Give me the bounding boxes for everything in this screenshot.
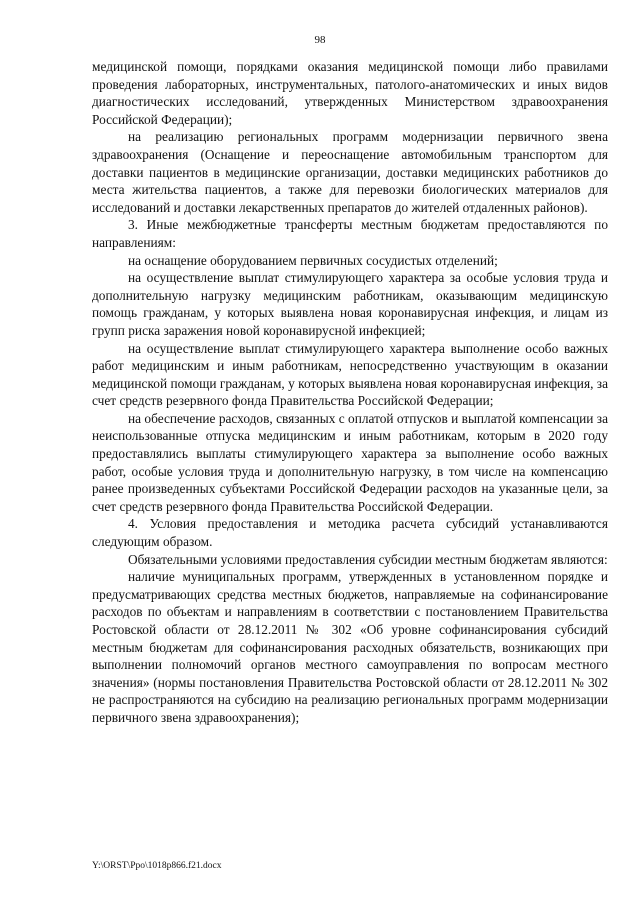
paragraph: на осуществление выплат стимулирующего характера выполнение особо важных работ медицинским и иным работникам, непосредственно участвующим в оказании медицинской помощи гражданам, у которых выявлена новая коронавирусная инфекция, за счет средств резервного фонда Правительства Российской Федерации; <box>92 340 608 409</box>
document-body <box>92 58 608 727</box>
paragraph: наличие муниципальных программ, утвержденных в установленном порядке и предусматривающих средства местных бюджетов, направляемые на софинансирование расходов по объектам и направлениям в соответствии с постановлением Правительства Ростовской области от 28.12.2011 № 302 «Об уровне софинансирования субсидий местным бюджетам для софинансирования расходных обязательств, возникающих при выполнении полномочий органов местного самоуправления по вопросам местного значения» (нормы постановления Правительства Ростовской области от 28.12.2011 № 302 не распространяются на субсидию на реализацию региональных программ модернизации первичного звена здравоохранения); <box>92 569 608 725</box>
paragraph: Обязательными условиями предоставления субсидии местным бюджетам являются: <box>128 551 608 567</box>
footer-file-path: Y:\ORST\Ppo\1018p866.f21.docx <box>92 861 222 871</box>
paragraph: на осуществление выплат стимулирующего характера за особые условия труда и дополнительную нагрузку медицинским работникам, оказывающим медицинскую помощь гражданам, у которых выявлена новая коронавирусная инфекция, и лицам из групп риска заражения новой коронавирусной инфекцией; <box>92 270 608 338</box>
paragraph: на обеспечение расходов, связанных с оплатой отпусков и выплатой компенсации за неиспользованные отпуска медицинским и иным работникам, которым в 2020 году предоставлялись выплаты стимулирующего характера за выполнение особо важных работ, особые условия труда и дополнительную нагрузку, в том числе на компенсацию ранее произведенных субъектами Российской Федерации расходов на указанные цели, за счет средств резервного фонда Правительства Российской Федерации. <box>92 410 608 514</box>
paragraph: на реализацию региональных программ модернизации первичного звена здравоохранения (Оснащение и переоснащение автомобильным транспортом для доставки пациентов в медицинские организации, доставки медицинских работников до места жительства пациентов, а также для перевозки биологических материалов для исследований и доставки лекарственных препаратов до жителей отдаленных районов). <box>92 129 608 215</box>
paragraph: на оснащение оборудованием первичных сосудистых отделений; <box>128 252 498 268</box>
page-number: 98 <box>314 34 326 46</box>
paragraph: 3. Иные межбюджетные трансферты местным бюджетам предоставляются по направлениям: <box>92 217 608 250</box>
paragraph: 4. Условия предоставления и методика расчета субсидий устанавливаются следующим образом. <box>92 516 608 550</box>
paragraph: медицинской помощи, порядками оказания медицинской помощи либо правилами проведения лабораторных, инструментальных, патолого-анатомических и иных видов диагностических исследований, утвержденных Министерством здравоохранения Российской Федерации); <box>92 59 608 127</box>
